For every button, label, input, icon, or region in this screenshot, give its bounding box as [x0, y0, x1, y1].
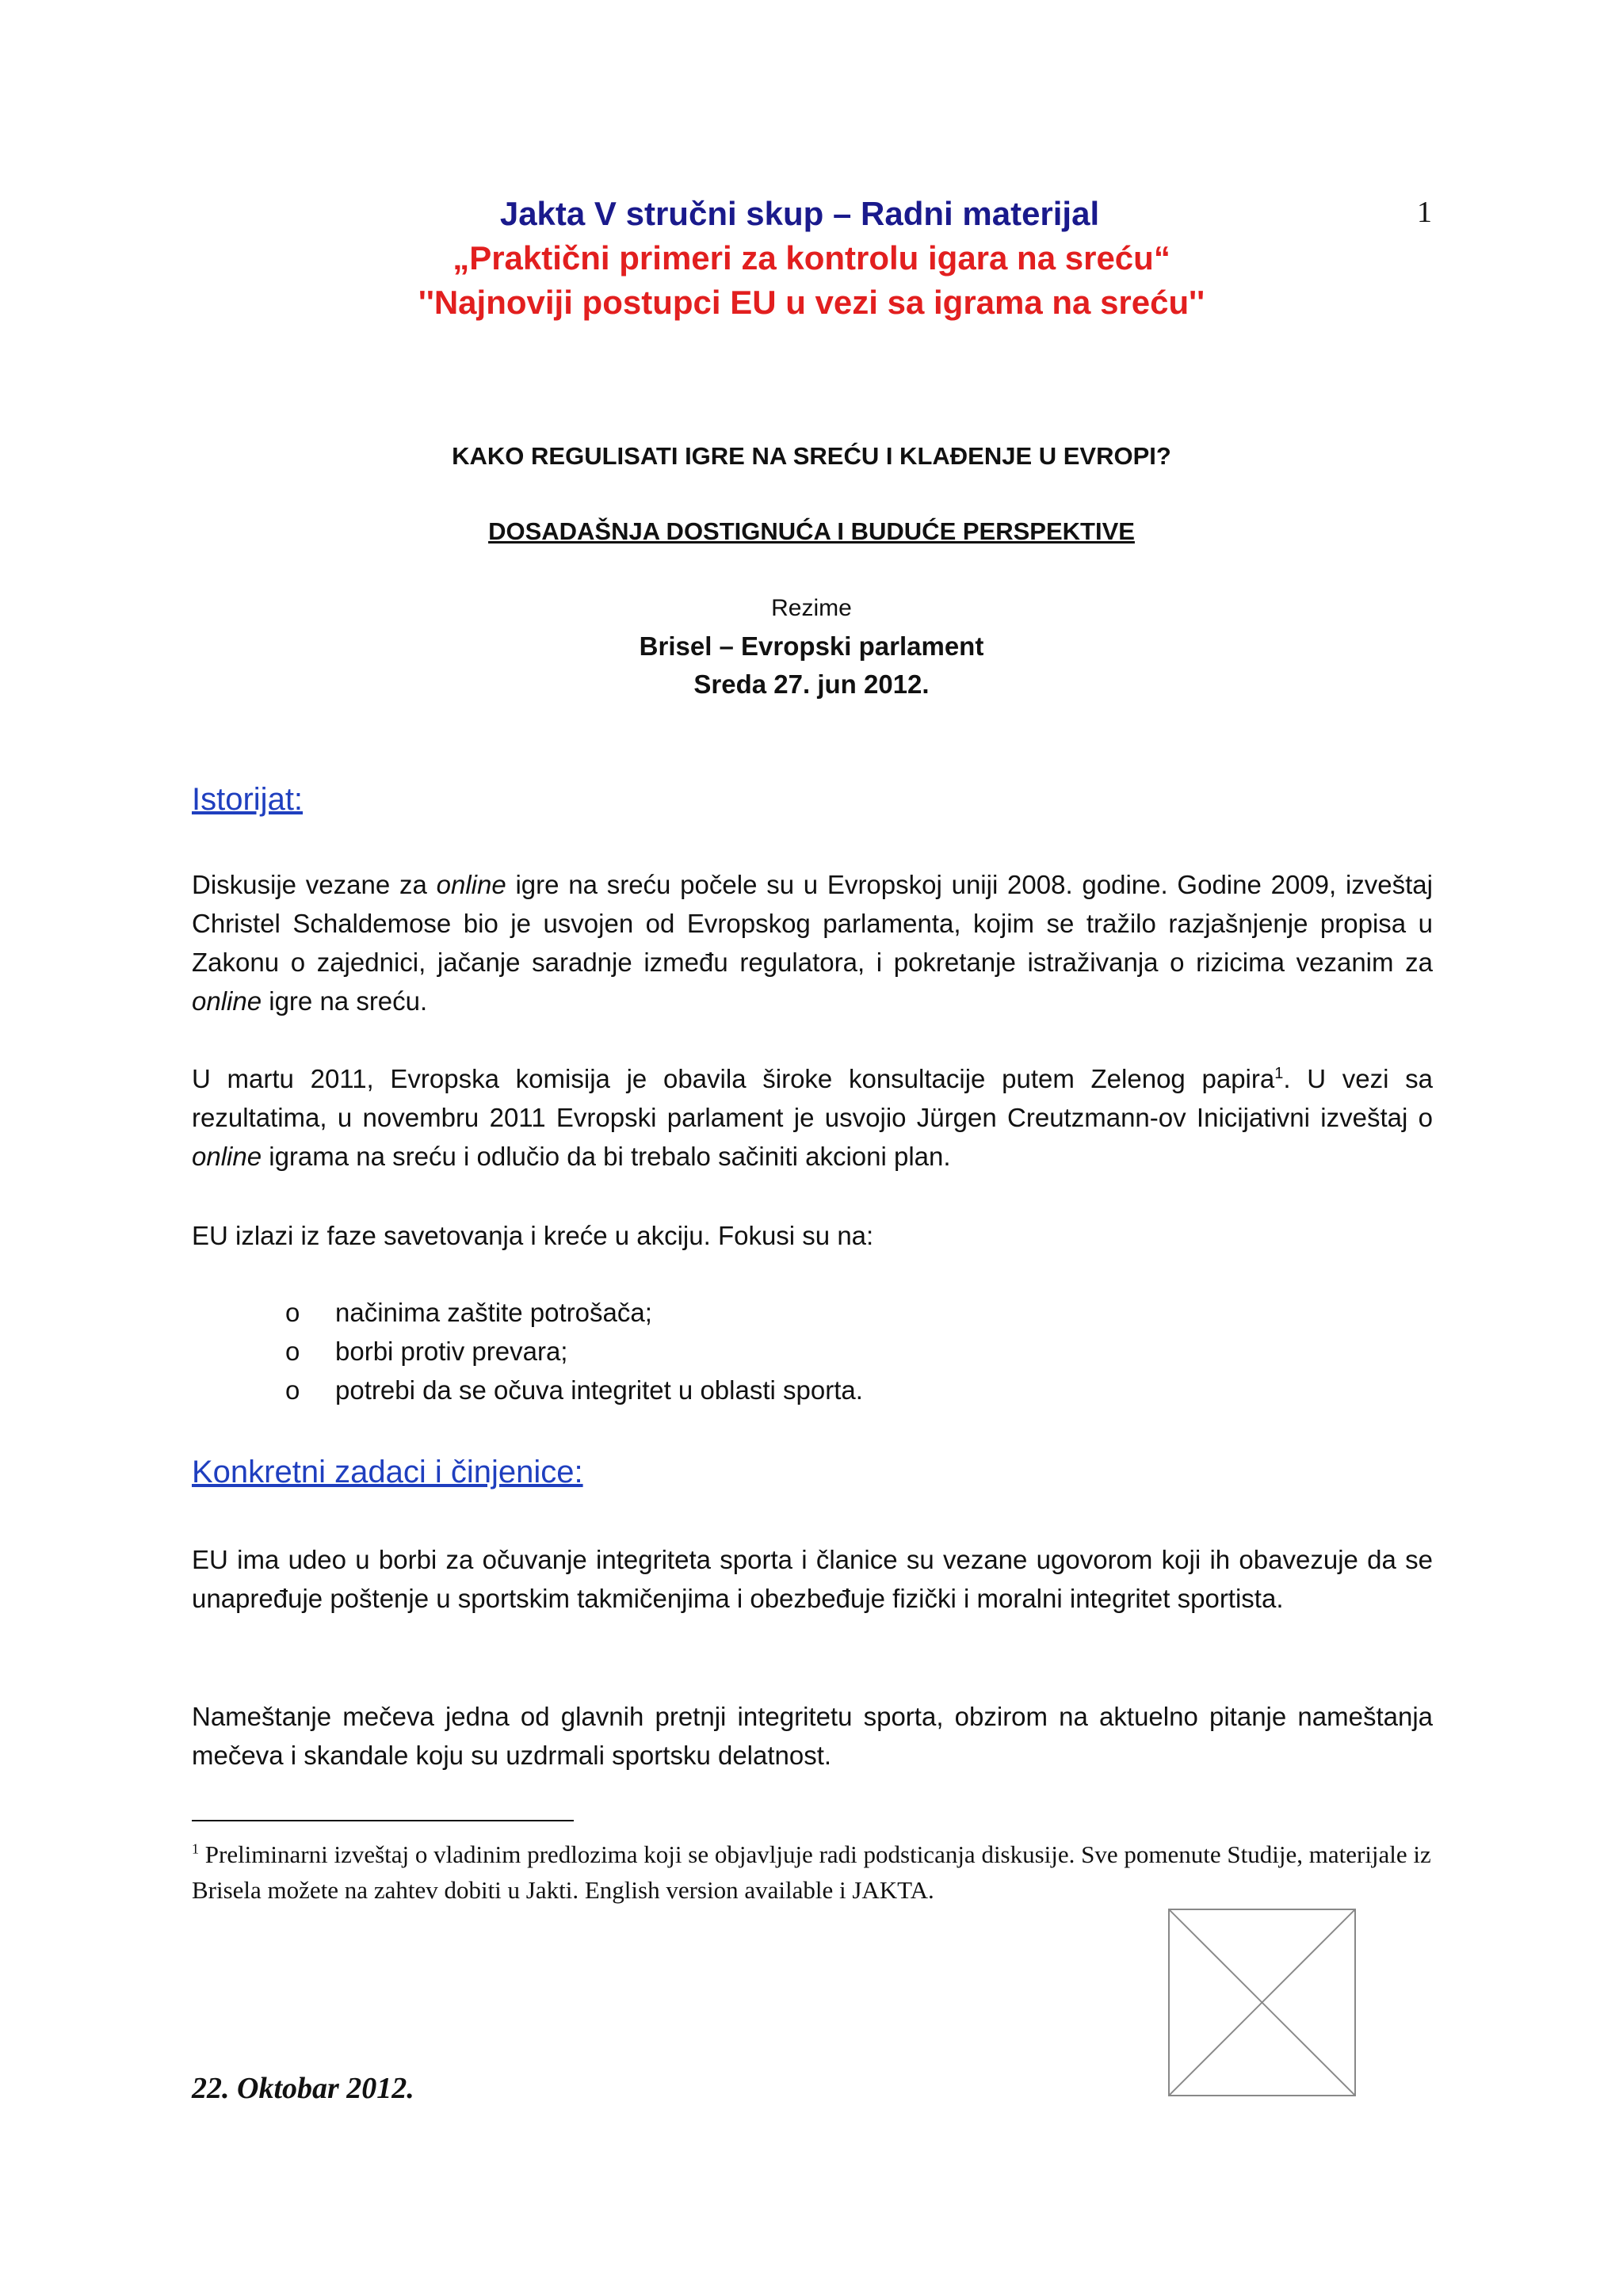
- text-run: igre na sreću počele su u Evropskoj uniji 2008. godine. Godine 2009, izveštaj Christel Schaldemose bio je usvojen od Evropskog parlamenta, kojim se tražilo razjašnjenje propisa u Zakonu o zajednici, jačanje saradnje između regulatora, i pokretanje istraživanja o rizicima vezanim za: [192, 870, 1433, 977]
- section-heading-tasks: Konkretni zadaci i činjenice:: [192, 1455, 583, 1489]
- list-item-text: načinima zaštite potrošača;: [335, 1298, 652, 1327]
- footnote: [192, 1836, 1436, 1908]
- summary-label: Rezime: [771, 595, 852, 621]
- page-number: 1: [1417, 196, 1432, 229]
- text-run-italic: online: [192, 1142, 262, 1171]
- focus-list: [285, 1293, 1395, 1409]
- bullet-marker: o: [285, 1298, 300, 1327]
- placeholder-cross-icon: [1170, 1910, 1354, 2095]
- summary-block: [0, 589, 1623, 704]
- footnote-text: Preliminarni izveštaj o vladinim predlozima koji se objavljuje radi podsticanja diskusije. Sve pomenute Studije, materijale iz Brisela možete na zahtev dobiti u Jakti. English version available i JAKTA.: [192, 1840, 1431, 1904]
- bullet-marker: o: [285, 1375, 300, 1405]
- footnote-number: 1: [192, 1840, 199, 1857]
- history-paragraph-2: [192, 1059, 1433, 1176]
- summary-location: Brisel – Evropski parlament: [639, 631, 984, 661]
- document-title: KAKO REGULISATI IGRE NA SREĆU I KLAĐENJE U EVROPI?: [452, 442, 1171, 470]
- header-line-3: ''Najnoviji postupci EU u vezi sa igrama na sreću'': [418, 284, 1205, 321]
- footnote-reference: 1: [1274, 1065, 1284, 1082]
- text-run: Diskusije vezane za: [192, 870, 437, 899]
- text-run: igre na sreću.: [262, 986, 428, 1016]
- document-header: [0, 192, 1623, 325]
- summary-date: Sreda 27. jun 2012.: [693, 669, 930, 699]
- list-item: [285, 1371, 1395, 1409]
- history-paragraph-3: EU izlazi iz faze savetovanja i kreće u akciju. Fokusi su na:: [192, 1221, 874, 1250]
- text-run-italic: online: [192, 986, 262, 1016]
- document-subtitle: DOSADAŠNJA DOSTIGNUĆA I BUDUĆE PERSPEKTIVE: [488, 517, 1135, 545]
- list-item-text: borbi protiv prevara;: [335, 1337, 568, 1366]
- bullet-marker: o: [285, 1337, 300, 1366]
- tasks-paragraph-2: Nameštanje mečeva jedna od glavnih pretnji integritetu sporta, obzirom na aktuelno pitanje nameštanja mečeva i skandale koju su uzdrmali sportsku delatnost.: [192, 1702, 1433, 1770]
- text-run: igrama na sreću i odlučio da bi trebalo sačiniti akcioni plan.: [262, 1142, 951, 1171]
- tasks-paragraph-1: EU ima udeo u borbi za očuvanje integriteta sporta i članice su vezane ugovorom koji ih obavezuje da se unapređuje poštenje u sportskim takmičenjima i obezbeđuje fizički i moralni integritet sportista.: [192, 1545, 1433, 1613]
- footer-date: 22. Oktobar 2012.: [192, 2072, 414, 2105]
- list-item: [285, 1332, 1395, 1371]
- header-line-1: Jakta V stručni skup – Radni materijal: [499, 195, 1100, 232]
- text-run: U martu 2011, Evropska komisija je obavila široke konsultacije putem Zelenog papira: [192, 1064, 1275, 1093]
- header-line-2: „Praktični primeri za kontrolu igara na sreću“: [453, 239, 1170, 277]
- footnote-divider: [192, 1820, 574, 1821]
- list-item-text: potrebi da se očuva integritet u oblasti sporta.: [335, 1375, 863, 1405]
- history-paragraph-1: [192, 865, 1433, 1020]
- missing-image-placeholder: [1168, 1909, 1356, 2096]
- text-run: . U vezi sa rezultatima, u novembru 2011 Evropski parlament je usvojio Jürgen Creutzmann-ov Inicijativni izveštaj o: [192, 1064, 1433, 1132]
- text-run-italic: online: [436, 870, 506, 899]
- list-item: [285, 1293, 1395, 1332]
- section-heading-history: Istorijat:: [192, 782, 304, 817]
